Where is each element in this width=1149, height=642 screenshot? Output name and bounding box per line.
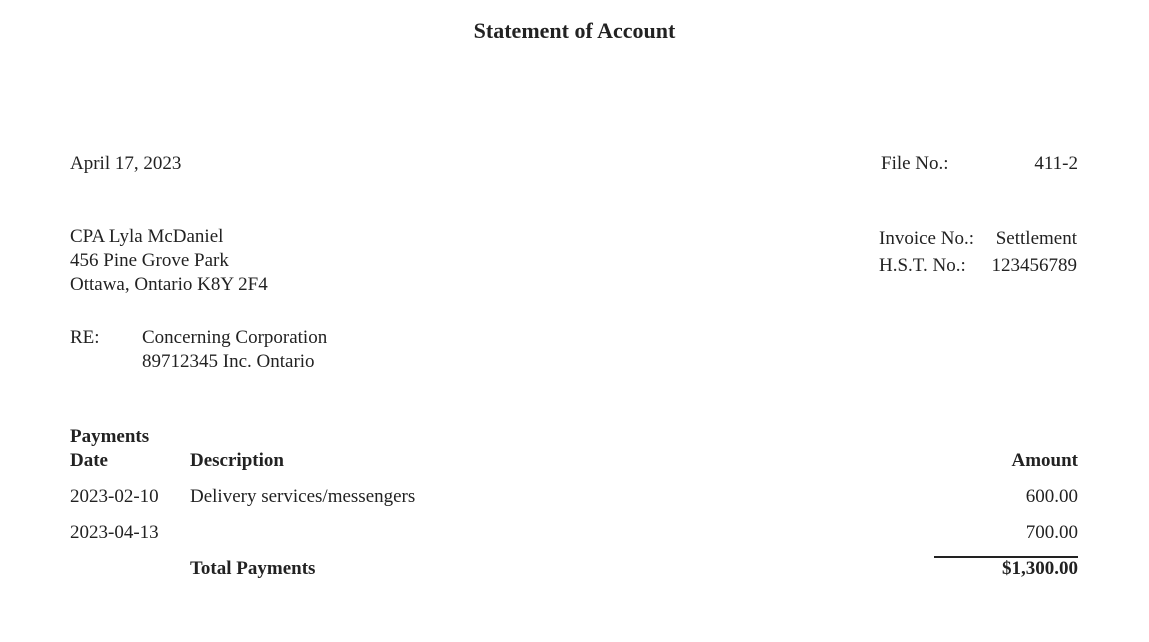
re-label: RE: [70,327,100,348]
row-description: Delivery services/messengers [190,486,416,507]
invoice-no-label: Invoice No.: [879,228,974,249]
re-line-1: Concerning Corporation [142,327,328,348]
total-value: $1,300.00 [1002,558,1078,579]
document-title: Statement of Account [473,18,676,43]
re-line-2: 89712345 Inc. Ontario [142,351,315,372]
recipient-city: Ottawa, Ontario K8Y 2F4 [70,274,268,295]
invoice-no-value: Settlement [995,228,1077,249]
header-amount: Amount [1011,450,1078,471]
row-date: 2023-02-10 [70,486,159,507]
row-amount: 700.00 [1025,522,1078,543]
row-date: 2023-04-13 [70,522,159,543]
payments-section-label: Payments [70,426,150,447]
hst-no-value: 123456789 [991,255,1077,276]
file-no-label: File No.: [881,153,949,174]
hst-no-label: H.S.T. No.: [879,255,966,276]
header-date: Date [70,450,108,471]
recipient-name: CPA Lyla McDaniel [70,226,224,247]
row-amount: 600.00 [1025,486,1078,507]
header-description: Description [190,450,284,471]
file-no-value: 411-2 [1034,153,1078,174]
total-label: Total Payments [190,558,316,579]
statement-date: April 17, 2023 [70,153,182,174]
recipient-street: 456 Pine Grove Park [70,250,229,271]
